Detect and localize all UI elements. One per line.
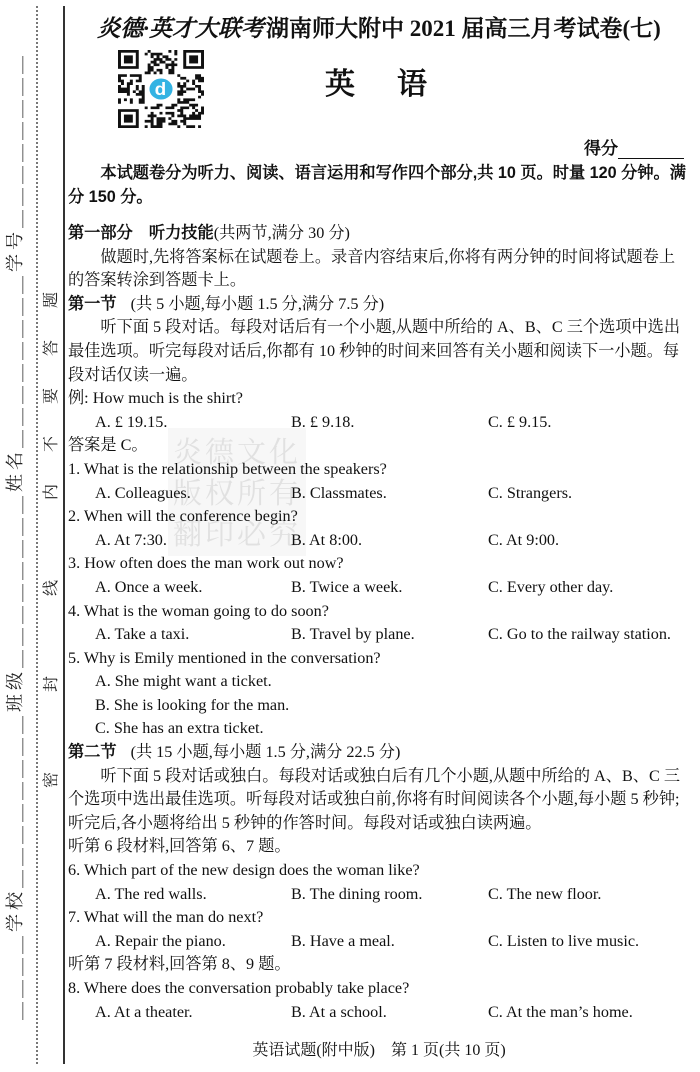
question-2-options — [68, 529, 690, 553]
option-b: B. The dining room. — [291, 884, 423, 903]
part1-instruction: 做题时,先将答案标在试题卷上。录音内容结束后,你将有两分钟的时间将试题卷上的答案转涂到答题卡上。 — [68, 247, 676, 290]
part1-heading-note: (共两节,满分 30 分) — [213, 224, 350, 242]
example-answer: 答案是 C。 — [68, 436, 148, 455]
section2-heading — [68, 741, 690, 765]
option-b: B. At 8:00. — [291, 530, 363, 549]
option-a: A. She might want a ticket. — [95, 672, 272, 691]
exam-brand: 炎德·英才大联考 — [97, 16, 264, 41]
exam-title-rest: 湖南师大附中 2021 届高三月考试卷(七) — [265, 16, 661, 41]
question-1: 1. What is the relationship between the speakers? — [68, 459, 387, 478]
qr-center-logo — [148, 77, 175, 101]
question-7: 7. What will the man do next? — [68, 908, 264, 927]
option-b: B. Have a meal. — [291, 931, 395, 950]
option-a: A. Colleagues. — [95, 483, 191, 502]
section1-heading-bold: 第一节 — [68, 294, 117, 313]
example-prompt: 例: How much is the shirt? — [68, 389, 243, 408]
section1-heading-note: (共 5 小题,每小题 1.5 分,满分 7.5 分) — [130, 294, 385, 313]
question-8-options — [68, 1001, 690, 1025]
option-c: C. Strangers. — [488, 483, 573, 502]
material-7-note: 听第 7 段材料,回答第 8、9 题。 — [68, 955, 291, 974]
question-6-options — [68, 883, 690, 907]
option-b: B. She is looking for the man. — [95, 695, 290, 714]
section2-instruction: 听下面 5 段对话或独白。每段对话或独白后有几个小题,从题中所给的 A、B、C 三个选项中选出最佳选项。听每段对话或独白前,你将有时间阅读各个小题,每小题 5 秒钟;听完后,各小题将给出 5 秒钟的作答时间。每段对话或独白读两遍。 — [68, 766, 681, 832]
page-footer: 英语试题(附中版) 第 1 页(共 10 页) — [252, 1042, 506, 1059]
option-b: B. Classmates. — [291, 483, 387, 502]
option-c: C. Every other day. — [488, 577, 614, 596]
question-4-options — [68, 623, 690, 647]
question-1-options — [68, 482, 690, 506]
option-c: C. At the man’s home. — [488, 1002, 633, 1021]
option-a: A. Once a week. — [95, 577, 203, 596]
question-7-options — [68, 930, 690, 954]
question-5: 5. Why is Emily mentioned in the conversation? — [68, 648, 381, 667]
material-6-note: 听第 6 段材料,回答第 6、7 题。 — [68, 837, 291, 856]
seal-solid-line — [63, 6, 65, 1064]
part1-heading — [68, 222, 690, 246]
question-2: 2. When will the conference begin? — [68, 507, 298, 526]
svg-text:d: d — [154, 79, 167, 99]
question-3: 3. How often does the man work out now? — [68, 554, 344, 573]
watermark-line: 版权所有 — [172, 478, 301, 510]
score-label: 得分 — [584, 139, 618, 158]
exam-title — [68, 14, 690, 44]
option-b: B. Travel by plane. — [291, 625, 415, 644]
section1-heading — [68, 293, 690, 317]
option-a: A. At a theater. — [95, 1002, 193, 1021]
seal-dotted-line — [36, 6, 38, 1064]
section2-heading-note: (共 15 小题,每小题 1.5 分,满分 22.5 分) — [130, 743, 401, 762]
option-a: A. £ 19.15. — [95, 412, 168, 431]
option-c: C. At 9:00. — [488, 530, 560, 549]
option-a: A. Take a taxi. — [95, 625, 190, 644]
score-field — [68, 134, 690, 156]
question-4: 4. What is the woman going to do soon? — [68, 601, 329, 620]
option-b: B. Twice a week. — [291, 577, 403, 596]
section2-heading-bold: 第二节 — [68, 743, 117, 762]
qr-code — [118, 50, 204, 128]
subject-title: 英 语 — [325, 68, 433, 101]
option-c: C. The new floor. — [488, 884, 602, 903]
student-info-fields: ＿＿＿＿学校＿＿＿＿＿＿＿＿班级＿＿＿＿＿＿＿＿姓名＿＿＿＿＿＿＿＿学号＿＿＿＿＿＿＿＿ — [5, 52, 25, 1020]
option-c: C. Listen to live music. — [488, 931, 640, 950]
exam-body — [68, 222, 690, 1024]
score-blank — [618, 142, 684, 159]
watermark-line: 翻印必究 — [172, 519, 301, 551]
option-c: C. Go to the railway station. — [488, 625, 671, 644]
question-6: 6. Which part of the new design does the woman like? — [68, 861, 420, 880]
qr-code-image — [118, 50, 204, 128]
seal-line-text: 密 封 线 内 不 要 答 题 — [43, 284, 60, 789]
question-3-options — [68, 576, 690, 600]
option-c: C. £ 9.15. — [488, 412, 552, 431]
option-a: A. Repair the piano. — [95, 931, 226, 950]
exam-content — [68, 0, 690, 1024]
example-options — [68, 411, 690, 435]
part1-heading-bold: 第一部分 听力技能 — [68, 224, 214, 242]
watermark-line: 炎德文化 — [172, 437, 301, 469]
section1-instruction: 听下面 5 段对话。每段对话后有一个小题,从题中所给的 A、B、C 三个选项中选出最佳选项。听完每段对话后,你都有 10 秒钟的时间来回答有关小题和阅读下一小题。每段对话仅读一遍。 — [68, 318, 681, 384]
option-a: A. The red walls. — [95, 884, 207, 903]
option-a: A. At 7:30. — [95, 530, 167, 549]
option-b: B. At a school. — [291, 1002, 387, 1021]
option-b: B. £ 9.18. — [291, 412, 355, 431]
question-8: 8. Where does the conversation probably take place? — [68, 979, 410, 997]
option-c: C. She has an extra ticket. — [95, 719, 264, 738]
exam-intro: 本试题卷分为听力、阅读、语言运用和写作四个部分,共 10 页。时量 120 分钟。满分 150 分。 — [68, 164, 686, 206]
